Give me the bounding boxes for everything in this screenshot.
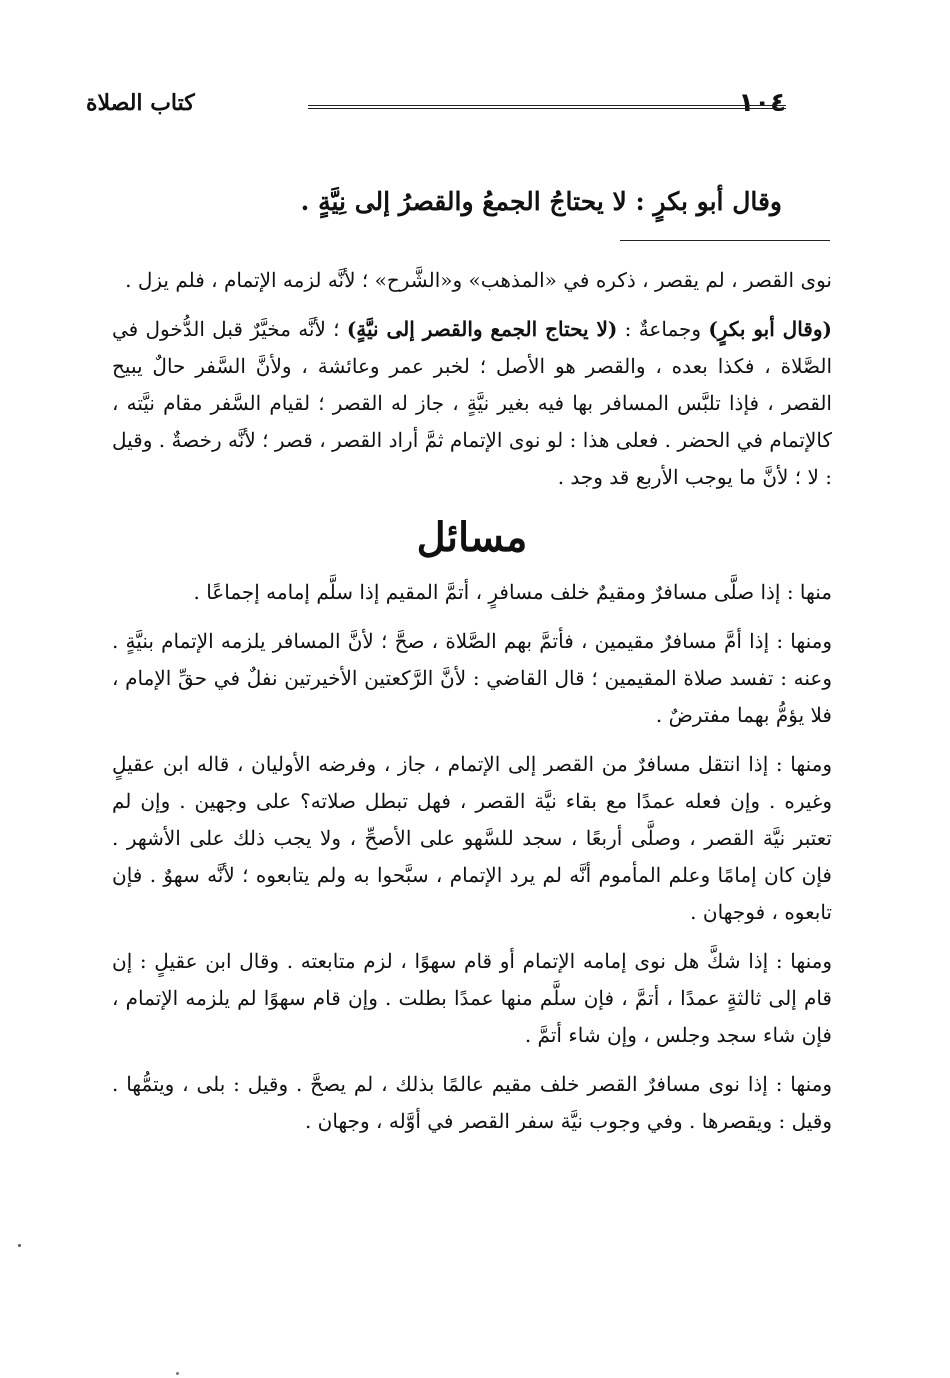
- scan-speck: [176, 1372, 179, 1375]
- paragraph-text: وجماعةٌ :: [617, 317, 709, 341]
- masala-paragraph: منها : إذا صلَّى مسافرٌ ومقيمٌ خلف مسافرٍ ، أتمَّ المقيم إذا سلَّم إمامه إجماعًا .: [193, 580, 832, 604]
- header-rule: [308, 105, 786, 109]
- quoted-matn: (لا يحتاج الجمع والقصر إلى نيَّةٍ): [346, 317, 618, 341]
- masala-paragraph: ومنها : إذا أمَّ مسافرٌ مقيمين ، فأتمَّ بهم الصَّلاة ، صحَّ ؛ لأنَّ المسافر يلزمه الإتمام بنيَّةٍ . وعنه : تفسد صلاة المقيمين ؛ قال القاضي : لأنَّ الرَّكعتين الأخيرتين نفلٌ في حقِّ الإمام ، فلا يؤمُّ بهما مفترضٌ .: [112, 629, 832, 727]
- commentary-paragraph: نوى القصر ، لم يقصر ، ذكره في «المذهب» و«الشَّرح» ؛ لأنَّه لزمه الإتمام ، فلم يزل .: [125, 268, 832, 292]
- commentary-paragraph: [112, 311, 832, 496]
- section-heading: مسائل: [416, 514, 528, 561]
- paragraph-text: ؛ لأنَّه مخيَّرٌ قبل الدُّخول في الصَّلاة ، فكذا بعده ، والقصر هو الأصل ؛ لخبر عمر وعائشة ، ولأنَّ السَّفر حالٌ يبيح القصر ، فإذا تلبَّس المسافر بها فيه بغير نيَّةٍ ، جاز له القصر ؛ لقيام السَّفر مقام نيَّته ، كالإتمام في الحضر . فعلى هذا : لو نوى الإتمام ثمَّ أراد القصر ، قصر ؛ لأنَّه رخصةٌ . وقيل : لا ؛ لأنَّ ما يوجب الأربع قد وجد .: [112, 317, 832, 489]
- commentary-body: [112, 262, 832, 1152]
- masala-paragraph: ومنها : إذا شكَّ هل نوى إمامه الإتمام أو قام سهوًا ، لزم متابعته . وقال ابن عقيلٍ : إن قام إلى ثالثةٍ عمدًا ، أتمَّ ، فإن سلَّم منها عمدًا بطلت . وإن قام سهوًا لم يلزمه الإتمام ، فإن شاء سجد وجلس ، وإن شاء أتمَّ .: [112, 949, 832, 1047]
- scan-speck: [18, 1244, 21, 1247]
- running-title: كتاب الصلاة: [86, 90, 195, 116]
- page-number: ١٠٤: [738, 88, 786, 118]
- matn-text: وقال أبو بكرٍ : لا يحتاجُ الجمعُ والقصرُ إلى نِيَّةٍ .: [300, 187, 782, 216]
- masala-paragraph: ومنها : إذا انتقل مسافرٌ من القصر إلى الإتمام ، جاز ، وفرضه الأوليان ، قاله ابن عقيلٍ وغيره . وإن فعله عمدًا مع بقاء نيَّة القصر ، فهل تبطل صلاته؟ على وجهين . وإن لم تعتبر نيَّة القصر ، وصلَّى أربعًا ، سجد للسَّهو على الأصحِّ ، ولا يجب ذلك على الأشهر . فإن كان إمامًا وعلم المأموم أنَّه لم يرد الإتمام ، سبَّحوا به ولم يتابعوه ؛ لأنَّه سهوٌ . فإن تابعوه ، فوجهان .: [112, 752, 832, 924]
- quoted-author: (وقال أبو بكرٍ): [708, 317, 832, 341]
- page-header: [86, 88, 786, 128]
- masala-paragraph: ومنها : إذا نوى مسافرٌ القصر خلف مقيم عالمًا بذلك ، لم يصحَّ . وقيل : بلى ، ويتمُّها . وقيل : ويقصرها . وفي وجوب نيَّة سفر القصر في أوَّله ، وجهان .: [112, 1072, 832, 1133]
- footnote-rule: [620, 240, 830, 241]
